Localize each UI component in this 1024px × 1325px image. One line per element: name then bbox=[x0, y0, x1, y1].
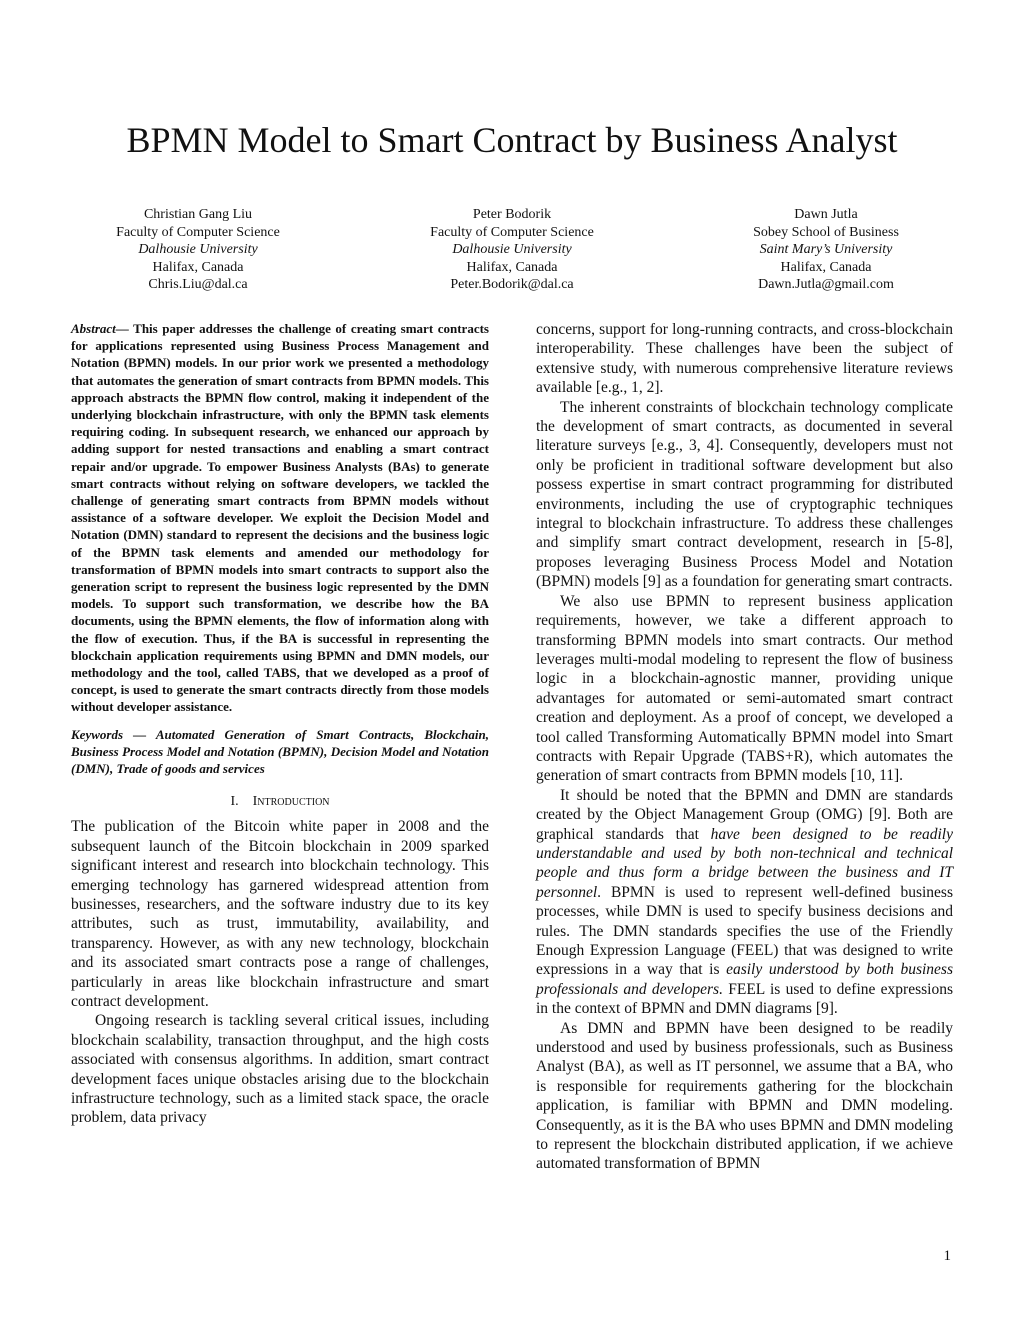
body-paragraph: concerns, support for long-running contracts, and cross-blockchain interoperability. These challenges have been the subject of extensive study, with numerous comprehensive literature reviews available [e.g., 1, 2]. bbox=[536, 321, 953, 397]
author-location: Halifax, Canada bbox=[466, 259, 558, 275]
section-title: Introduction bbox=[252, 794, 330, 810]
body-paragraph: The inherent constraints of blockchain technology complicate the development of smart contracts, as documented in several literature surveys [e.g., 3, 4]. Consequently, developers must not only be proficient in traditional software development but also possess expertise in smart contract programming for distributed environments, including the use of cryptographic techniques integral to blockchain infrastructure. To address these challenges and simplify smart contract development, research in [5-8], proposes leveraging Business Process Model and Notation (BPMN) models [9] as a foundation for generating smart contracts. bbox=[536, 398, 953, 591]
abstract bbox=[71, 320, 489, 716]
author-affiliation: Saint Mary’s University bbox=[759, 242, 893, 257]
body-paragraph: We also use BPMN to represent business application requirements, however, we take a different approach to transforming BPMN models into smart contracts. Our method leverages multi-modal modeling to represent the flow of business logic in a blockchain-agnostic manner, providing unique advantages for automated or semi-automated smart contract creation and deployment. As a proof of concept, we developed a tool called Transforming Automatically BPMN model into Smart contracts with Repair Upgrade (TABS+R), which automates the generation of smart contracts from BPMN models [10, 11]. bbox=[536, 592, 953, 785]
body-paragraph bbox=[536, 786, 953, 1019]
author-dept: Faculty of Computer Science bbox=[116, 224, 280, 240]
author-name: Dawn Jutla bbox=[794, 207, 858, 222]
body-paragraph: Ongoing research is tackling several critical issues, including blockchain scalability, transaction throughput, and the high costs associated with consensus algorithms. In addition, smart contract development faces unique obstacles arising due to the blockchain infrastructure technology, such as a limited stack space, the oracle problem, data privacy bbox=[71, 1012, 489, 1127]
author-name: Christian Gang Liu bbox=[143, 207, 253, 222]
emphasis-text: have been designed to be readily understandable and used by both non-technical and technical people and thus form a bridge between the business and IT personnel bbox=[536, 825, 953, 901]
author-block-1 bbox=[98, 206, 298, 294]
author-email: Chris.Liu@dal.ca bbox=[148, 277, 248, 292]
author-email: Dawn.Jutla@gmail.com bbox=[758, 277, 894, 292]
author-affiliation: Dalhousie University bbox=[138, 242, 258, 257]
left-column bbox=[71, 320, 489, 1128]
page-number: 1 bbox=[943, 1248, 951, 1264]
section-number: I. bbox=[230, 794, 239, 810]
author-block-2 bbox=[412, 206, 612, 294]
abstract-text: — This paper addresses the challenge of creating smart contracts for applications represented using Business Process Management and Notation (BPMN) models. In our prior work we presented a methodology that automates the generation of smart contracts from BPMN models. This approach abstracts the BPMN flow control, making it independent of the underlying blockchain infrastructure, with only the BPMN task elements requiring coding. In subsequent research, we enhanced our approach by adding support for nested transactions and enabling a smart contract repair and/or upgrade. To empower Business Analysts (BAs) to generate smart contracts without relying on software developers, we tackled the challenge of generating smart contracts from BPMN models without assistance of a software developer. We exploit the Decision Model and Notation (DMN) standard to represent the decisions and the business logic of the BPMN task elements and amended our methodology for transformation of BPMN models into smart contracts to support also the generation script to represent the business logic represented by the DMN models. To support such transformation, we describe how the BA documents, using the BPMN elements, the flow of information along with the flow of execution. Thus, if the BA is successful in representing the blockchain application requirements using BPMN and DMN models, our methodology and the tool, called TABS, that we developed as a proof of concept, is used to generate the smart contracts directly from those models without developer assistance. bbox=[71, 321, 489, 715]
paper-title: BPMN Model to Smart Contract by Business Analyst bbox=[126, 120, 898, 160]
keywords: Keywords — Automated Generation of Smart Contracts, Blockchain, Business Process Model and Notation (BPMN), Decision Model and Notation (DMN), Trade of goods and services bbox=[71, 726, 489, 777]
text-run: . BPMN is used to represent well-defined business processes, while DMN is used to specify business decisions and rules. The DMN standards specifies the use of the Friendly Enough Expression Language (FEEL) that was designed to write expressions in a way that is bbox=[536, 883, 953, 979]
author-email: Peter.Bodorik@dal.ca bbox=[450, 277, 574, 292]
author-affiliation: Dalhousie University bbox=[452, 242, 572, 257]
author-location: Halifax, Canada bbox=[780, 259, 872, 275]
author-location: Halifax, Canada bbox=[152, 259, 244, 275]
body-paragraph: The publication of the Bitcoin white paper in 2008 and the subsequent launch of the Bitcoin blockchain in 2009 sparked significant interest and research into blockchain technology. This emerging technology has garnered widespread attention from businesses, researchers, and the software industry due to its key attributes, such as trust, immutability, availability, and transparency. However, as with any new technology, blockchain and its associated smart contracts pose a range of challenges, particularly in areas like blockchain infrastructure and smart contract development. bbox=[71, 818, 489, 1010]
right-column bbox=[536, 320, 953, 1174]
author-block-3 bbox=[726, 206, 926, 294]
author-dept: Sobey School of Business bbox=[753, 224, 899, 240]
author-name: Peter Bodorik bbox=[472, 207, 552, 222]
text-run: FEEL is used to define expressions in the context of BPMN and DMN diagrams [9]. bbox=[536, 980, 953, 1018]
abstract-label: Abstract bbox=[71, 321, 116, 336]
emphasis-text: easily understood by both business professionals and developers. bbox=[536, 961, 953, 998]
body-paragraph: As DMN and BPMN have been designed to be readily understood and used by business professionals, such as Business Analyst (BA), as well as IT personnel, we assume that a BA, who is responsible for requirements gathering for the blockchain application, is familiar with BPMN and DMN modeling. Consequently, as it is the BA who uses BPMN and DMN modeling to represent the blockchain distributed application, if we achieve automated transformation of BPMN bbox=[536, 1019, 953, 1173]
text-run: It should be noted that the BPMN and DMN are standards created by the Object Management Group (OMG) [9]. Both are graphical standards that bbox=[536, 786, 953, 843]
author-dept: Faculty of Computer Science bbox=[430, 224, 594, 240]
section-heading bbox=[71, 793, 489, 811]
